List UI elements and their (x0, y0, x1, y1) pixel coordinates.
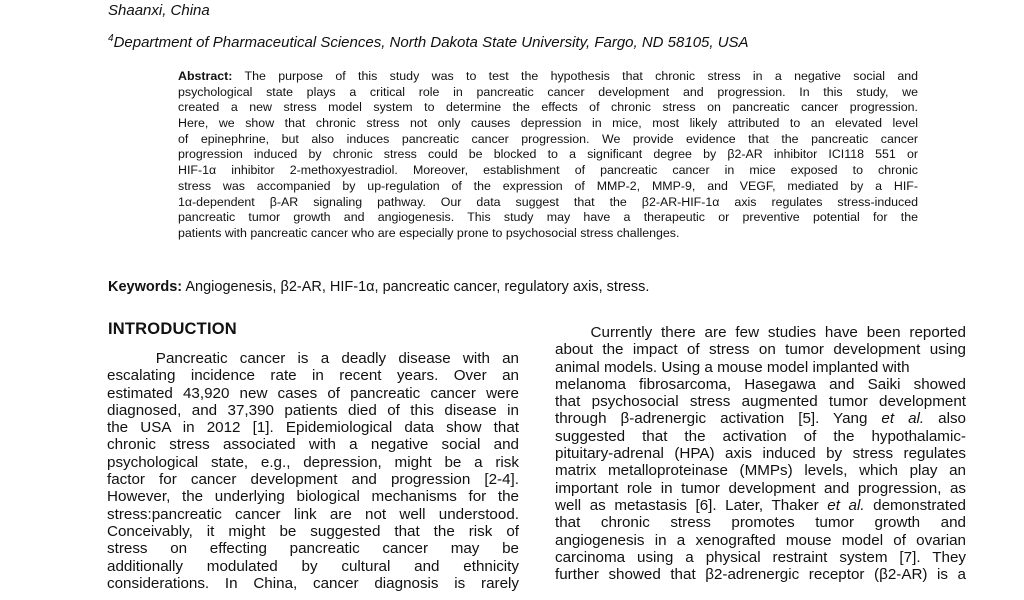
body-text: also (924, 410, 966, 428)
citation-etal: et al. (881, 410, 925, 428)
body-line: psychological state, e.g., depression, might be a risk (107, 453, 519, 471)
abstract-line: psychological state plays a critical role in pancreatic cancer development and progression. In this study, we (178, 84, 918, 99)
abstract-line: pancreatic tumor growth and angiogenesis. This study may have a therapeutic or preventive potential for the (178, 210, 918, 225)
body-line: matrix metalloproteinase (MMPs) levels, which play an (555, 462, 966, 480)
affiliation-marker: 4 (108, 33, 114, 44)
body-line: important role in tumor development and progression, as (555, 479, 966, 497)
body-line: animal models. Using a mouse model implanted with (555, 358, 910, 376)
body-line: pituitary-adrenal (HPA) axis induced by stress regulates (555, 445, 966, 463)
body-line: diagnosed, and 37,390 patients died of this disease in (107, 401, 519, 419)
body-line: Currently there are few studies have been reported (555, 324, 966, 341)
body-text: through β-adrenergic activation [5]. Yang (555, 410, 882, 428)
body-line: carcinoma using a physical restraint system [7]. They (555, 548, 966, 566)
body-line: suggested that the activation of the hypothalamic- (555, 427, 966, 445)
body-line: melanoma fibrosarcoma, Hasegawa and Saiki showed (555, 375, 966, 393)
body-line: angiogenesis in a xenografted mouse model of ovarian (555, 531, 966, 549)
abstract-text: The purpose of this study was to test the hypothesis that chronic stress in a negative social and (232, 69, 918, 83)
body-line (555, 497, 966, 514)
affiliation-text: Department of Pharmaceutical Sciences, North Dakota State University, Fargo, ND 58105, USA (113, 34, 749, 51)
body-line: stress:pancreatic cancer link are not well understood. (107, 505, 519, 523)
body-line: about the impact of stress on tumor development using (555, 341, 966, 359)
affiliation-4 (108, 30, 749, 52)
body-line: the USA in 2012 [1]. Epidemiological data show that (107, 419, 519, 437)
abstract-line: 1α-dependent β-AR signaling pathway. Our data suggest that the β2-AR-HIF-1α axis regulates stress-induced (178, 194, 918, 209)
abstract-line: Here, we show that chronic stress not only causes depression in mice, most likely attributed to an elevated level (178, 116, 918, 131)
body-line: However, the underlying biological mechanisms for the (107, 488, 519, 506)
abstract (178, 69, 918, 242)
body-line: stress on effecting pancreatic cancer may be (107, 540, 519, 558)
body-column-right (555, 324, 966, 583)
section-heading-introduction: INTRODUCTION (108, 320, 237, 338)
body-line: additionally modulated by cultural and ethnicity (107, 557, 519, 575)
body-text: well as metastasis [6]. Later, Thaker (555, 496, 828, 514)
body-line: chronic stress associated with a negative social and (107, 436, 519, 454)
abstract-label: Abstract: (178, 69, 233, 83)
body-line: that psychosocial stress augmented tumor development (555, 393, 966, 411)
abstract-line: progression induced by chronic stress could be blocked to a significant degree by β2-AR inhibitor ICI118 551 or (178, 147, 918, 162)
body-line: considerations. In China, cancer diagnosis is rarely (107, 574, 519, 592)
abstract-line: patients with pancreatic cancer who are especially prone to psychosocial stress challenges. (178, 225, 680, 240)
body-line: estimated 43,920 new cases of pancreatic cancer were (107, 384, 519, 402)
keywords-text: Angiogenesis, β2-AR, HIF-1α, pancreatic cancer, regulatory axis, stress. (182, 279, 650, 295)
body-line: that chronic stress promotes tumor growth and (555, 514, 966, 532)
body-line: escalating incidence rate in recent years. Over an (107, 367, 519, 385)
body-line: Pancreatic cancer is a deadly disease with an (107, 350, 519, 367)
body-line (555, 410, 966, 427)
citation-etal: et al. (827, 496, 865, 514)
abstract-line: of epinephrine, but also induces pancreatic cancer progression. We provide evidence that the pancreatic cancer (178, 131, 918, 146)
body-line: Conceivably, it might be suggested that the risk of (107, 522, 519, 540)
affiliation-3-continued: Shaanxi, China (108, 2, 210, 19)
body-text: demonstrated (864, 496, 966, 514)
body-line: factor for cancer development and progression [2-4]. (107, 471, 519, 489)
abstract-line: stress was accompanied by up-regulation of the expression of MMP-2, MMP-9, and VEGF, mediated by a HIF- (178, 178, 918, 193)
keywords-label: Keywords: (108, 279, 183, 295)
abstract-line: created a new stress model system to determine the effects of chronic stress on pancreatic cancer progression. (178, 100, 918, 115)
body-column-left (107, 350, 519, 592)
body-line: further showed that β2-adrenergic receptor (β2-AR) is a (555, 566, 966, 584)
abstract-line (178, 69, 918, 85)
abstract-line: HIF-1α inhibitor 2-methoxyestradiol. Moreover, establishment of pancreatic cancer in mice exposed to chronic (178, 163, 918, 178)
keywords (108, 279, 649, 295)
